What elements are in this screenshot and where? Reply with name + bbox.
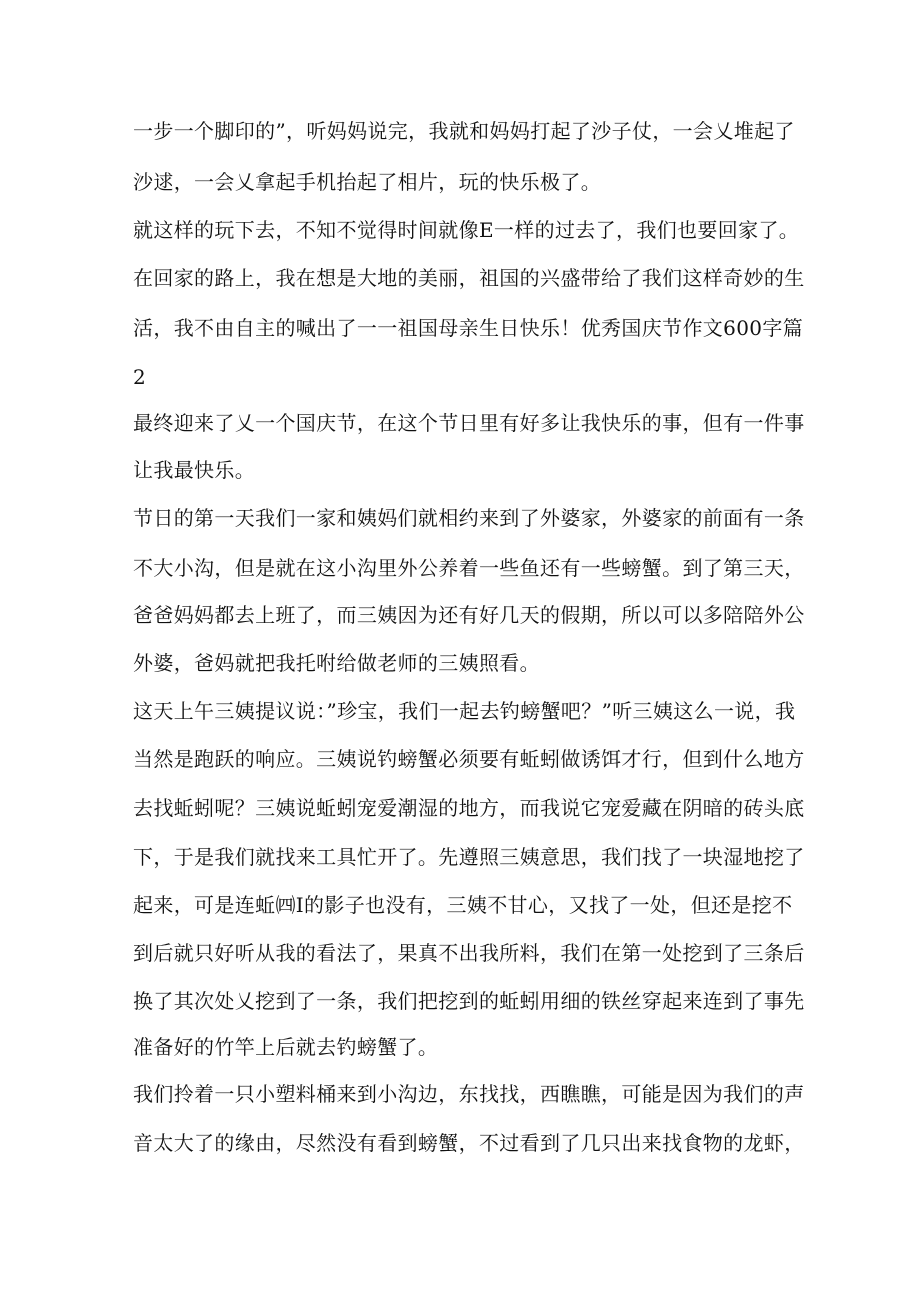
text-line: 让我最快乐。 — [133, 458, 256, 482]
text-line: 到后就只好听从我的看法了，果真不出我所料，我们在第一处挖到了三条后 — [133, 941, 805, 965]
text-line: 换了其次处乂挖到了一条，我们把挖到的蚯蚓用细的铁丝穿起来连到了事先 — [133, 989, 805, 1013]
text-line: 沙逑，一会乂拿起手机抬起了相片，玩的快乐极了。 — [133, 170, 602, 194]
text-line: 我们拎着一只小塑料桶来到小沟边，东找找，西瞧瞧，可能是因为我们的声 — [133, 1082, 805, 1106]
text-line: 当然是跑跃的响应。三姨说钓螃蟹必须要有蚯蚓做诱饵才行，但到什么地方 — [133, 747, 805, 771]
text-line: 去找蚯蚓呢？三姨说蚯蚓宠爱潮湿的地方，而我说它宠爱藏在阴暗的砖头底 — [133, 796, 805, 820]
text-line: 活，我不由自主的喊出了一一祖国母亲生日快乐！优秀国庆节作文600字篇 — [133, 316, 804, 340]
text-line: 一步一个脚印的”，听妈妈说完，我就和妈妈打起了沙子仗，一会乂堆起了 — [133, 119, 795, 143]
text-line: 2 — [133, 365, 147, 389]
text-line: 外婆，爸妈就把我托咐给做老师的三姨照看。 — [133, 651, 540, 675]
text-line: 不大小沟，但是就在这小沟里外公养着一些鱼还有一些螃蟹。到了第三天， — [133, 556, 805, 580]
text-line: 音太大了的缘由，尽然没有看到螃蟹，不过看到了几只出来找食物的龙虾， — [133, 1131, 805, 1155]
text-line: 在回家的路上，我在想是大地的美丽，祖国的兴盛带给了我们这样奇妙的生 — [133, 266, 805, 290]
text-line: 爸爸妈妈都去上班了，而三姨因为还有好几天的假期，所以可以多陪陪外公 — [133, 603, 805, 627]
text-line: 就这样的玩下去，不知不觉得时间就像E一样的过去了，我们也要回家了。 — [133, 218, 800, 242]
text-line: 这天上午三姨提议说：”珍宝，我们一起去钓螃蟹吧？”听三姨这么一说，我 — [133, 699, 796, 723]
text-line: 准备好的竹竿上后就去钓螃蟹了。 — [133, 1035, 439, 1059]
text-line: 最终迎来了乂一个国庆节，在这个节日里有好多让我快乐的事，但有一件事 — [133, 411, 805, 435]
text-line: 下，于是我们就找来工具忙开了。先遵照三姨意思，我们找了一块湿地挖了 — [133, 845, 805, 869]
text-line: 节日的第一天我们一家和姨妈们就相约来到了外婆家，外婆家的前面有一条 — [133, 506, 805, 530]
text-line: 起来，可是连蚯㈣I的影子也没有，三姨不甘心，又找了一处，但还是挖不 — [133, 893, 793, 917]
